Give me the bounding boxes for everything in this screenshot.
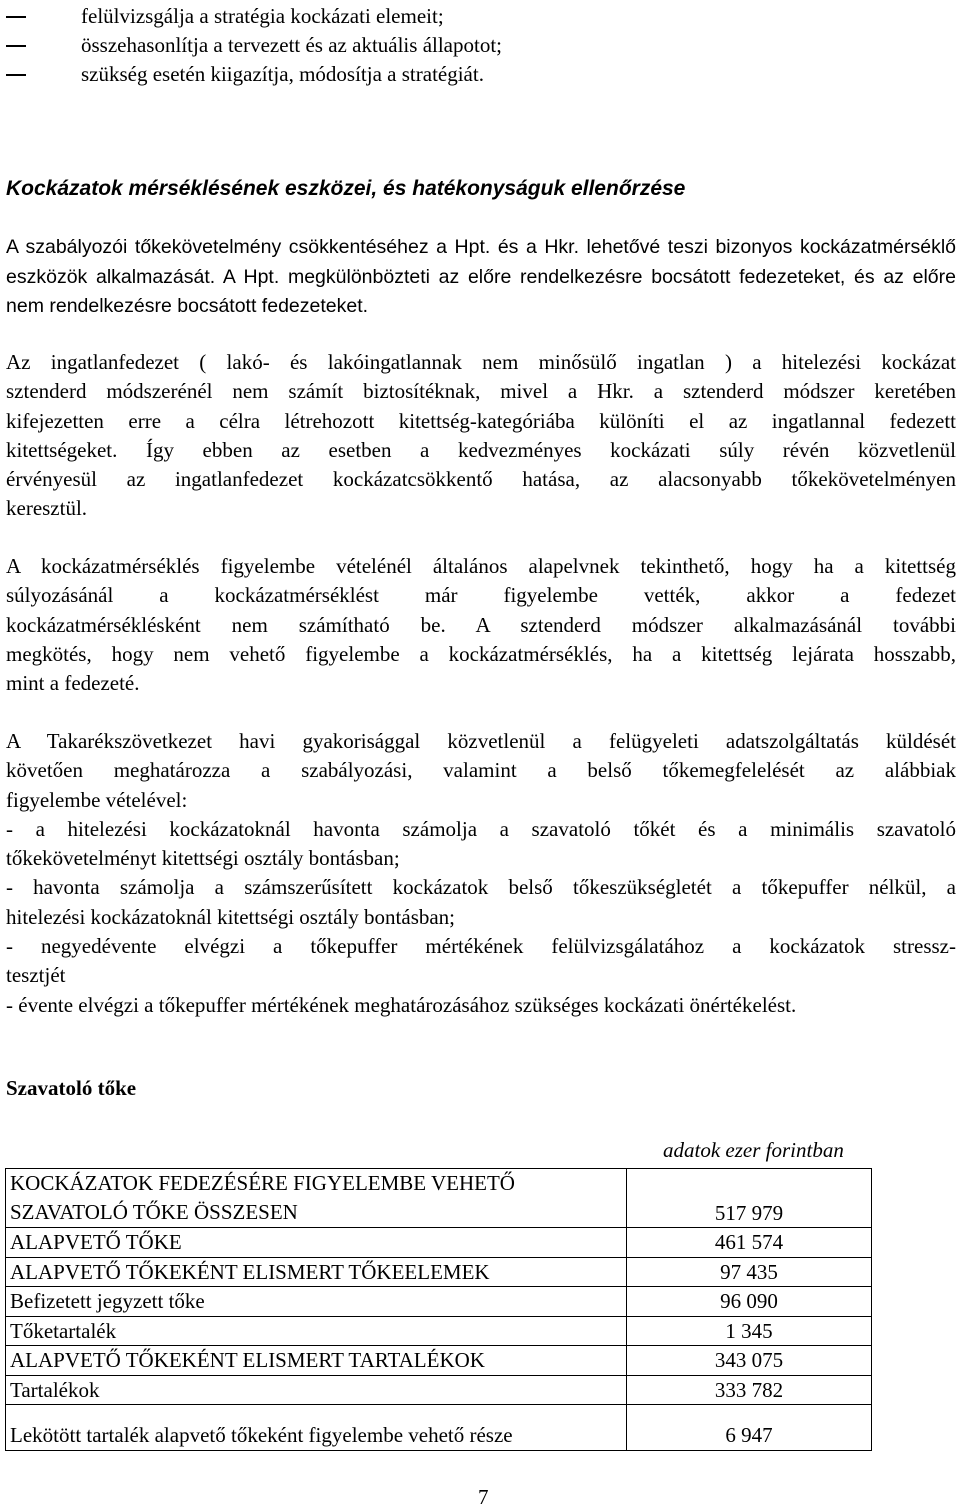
bullet-item (6, 31, 502, 60)
bullet-item (6, 60, 502, 89)
table-row (6, 1228, 872, 1258)
text-line: követően meghatározza a szabályozási, valamint a belső tőkemegfelelését az alábbiak (6, 758, 956, 783)
text-line: tőkekövetelményt kitettségi osztály bontásban; (6, 846, 400, 871)
text-line: A Takarékszövetkezet havi gyakorisággal közvetlenül a felügyeleti adatszolgáltatás küldését (6, 729, 956, 753)
label-line: KOCKÁZATOK FEDEZÉSÉRE FIGYELEMBE VEHETŐ (10, 1171, 515, 1195)
table-cell-label: Tőketartalék (6, 1316, 627, 1346)
text-line: kifejezetten erre a célra létrehozott kitettség-kategóriába különíti el az ingatlannal fedezett (6, 408, 956, 433)
label-line: SZAVATOLÓ TŐKE ÖSSZESEN (10, 1200, 298, 1224)
bullet-text: felülvizsgálja a stratégia kockázati elemeit; (81, 4, 444, 28)
table-row (6, 1316, 872, 1346)
table-cell-value: 96 090 (627, 1287, 872, 1317)
bullet-text: összehasonlítja a tervezett és az aktuális állapotot; (81, 33, 503, 57)
text-line: Az ingatlanfedezet ( lakó- és lakóingatlannak nem minősülő ingatlan ) a hitelezési kockázat (6, 350, 956, 374)
text-line: - évente elvégzi a tőkepuffer mértékének meghatározásához szükséges kockázati önértékelést. (6, 992, 797, 1017)
table-cell-value: 517 979 (627, 1169, 872, 1228)
table-cell-label (6, 1169, 627, 1228)
paragraph-kockazatmerseklés (6, 552, 956, 698)
table-cell-label: ALAPVETŐ TŐKEKÉNT ELISMERT TŐKEELEMEK (6, 1257, 627, 1287)
text-line: kitettségeket. Így ebben az esetben a kedvezményes kockázati súly révén közvetlenül (6, 437, 956, 462)
text-line: tesztjét (6, 963, 66, 988)
table-cell-label: ALAPVETŐ TŐKE (6, 1228, 627, 1258)
text-line: - havonta számolja a számszerűsített kockázatok belső tőkeszükségletét a tőkepuffer nélkül, a (6, 875, 956, 900)
table-cell-label: Lekötött tartalék alapvető tőkeként figyelembe vehető része (6, 1405, 627, 1451)
paragraph-kockazatmerseklo: A szabályozói tőkekövetelmény csökkentéséhez a Hpt. és a Hkr. lehetővé teszi bizonyos kockázatmérséklő eszközök alkalmazását. A Hpt. megkülönbözteti az előre rendelkezésre bocsátott fedezeteket, és az előre nem rendelkezésre bocsátott fedezeteket. (6, 236, 956, 317)
table-row (6, 1405, 872, 1451)
text-line: figyelembe vételével: (6, 787, 188, 812)
capital-table (5, 1168, 872, 1451)
paragraph-ingatlanfedezet (6, 348, 956, 524)
table-cell-value: 461 574 (627, 1228, 872, 1258)
table-cell-value: 97 435 (627, 1257, 872, 1287)
table-row (6, 1169, 872, 1228)
dash-icon (6, 45, 26, 47)
bullet-item (6, 2, 502, 31)
text-line: hitelezési kockázatoknál kitettségi osztály bontásban; (6, 904, 456, 929)
table-cell-label: Tartalékok (6, 1375, 627, 1405)
table-cell-label: Befizetett jegyzett tőke (6, 1287, 627, 1317)
table-row (6, 1375, 872, 1405)
dash-icon (6, 16, 26, 18)
table-row (6, 1257, 872, 1287)
paragraph-takarekszovetkezet (6, 727, 956, 1020)
text-line: mint a fedezeté. (6, 671, 140, 696)
text-line: kockázatmérséklésként nem számítható be. A sztenderd módszer alkalmazásánál további (6, 612, 956, 637)
page-number: 7 (478, 1485, 489, 1509)
text-line: érvényesül az ingatlanfedezet kockázatcsökkentő hatása, az alacsonyabb tőkekövetelményen (6, 467, 956, 492)
unit-note: adatok ezer forintban (663, 1138, 844, 1162)
table-row (6, 1346, 872, 1376)
section-title-szavatolo-toke: Szavatoló tőke (6, 1076, 137, 1100)
dash-icon (6, 74, 26, 76)
table-cell-value: 343 075 (627, 1346, 872, 1376)
text-line: keresztül. (6, 496, 88, 521)
bullet-text: szükség esetén kiigazítja, módosítja a stratégiát. (81, 62, 484, 86)
text-line: megkötés, hogy nem vehető figyelembe a kockázatmérséklés, ha a kitettség lejárata hosszabb, (6, 641, 956, 666)
table-cell-value: 333 782 (627, 1375, 872, 1405)
text-line: A kockázatmérséklés figyelembe vételénél általános alapelvnek tekinthető, hogy ha a kitettség (6, 554, 956, 578)
table-cell-value: 1 345 (627, 1316, 872, 1346)
table-row (6, 1287, 872, 1317)
section-heading: Kockázatok mérséklésének eszközei, és hatékonyságuk ellenőrzése (6, 177, 686, 200)
table-cell-label: ALAPVETŐ TŐKEKÉNT ELISMERT TARTALÉKOK (6, 1346, 627, 1376)
text-line: sztenderd módszerénél nem számít biztosítéknak, mivel a Hkr. a sztenderd módszer keretében (6, 379, 956, 404)
strategy-bullet-list (6, 2, 502, 89)
table-cell-value: 6 947 (627, 1405, 872, 1451)
text-line: súlyozásánál a kockázatmérséklést már figyelembe vették, akkor a fedezet (6, 583, 956, 608)
text-line: - negyedévente elvégzi a tőkepuffer mértékének felülvizsgálatához a kockázatok stressz- (6, 934, 956, 959)
text-line: - a hitelezési kockázatoknál havonta számolja a szavatoló tőkét és a minimális szavatoló (6, 816, 956, 841)
